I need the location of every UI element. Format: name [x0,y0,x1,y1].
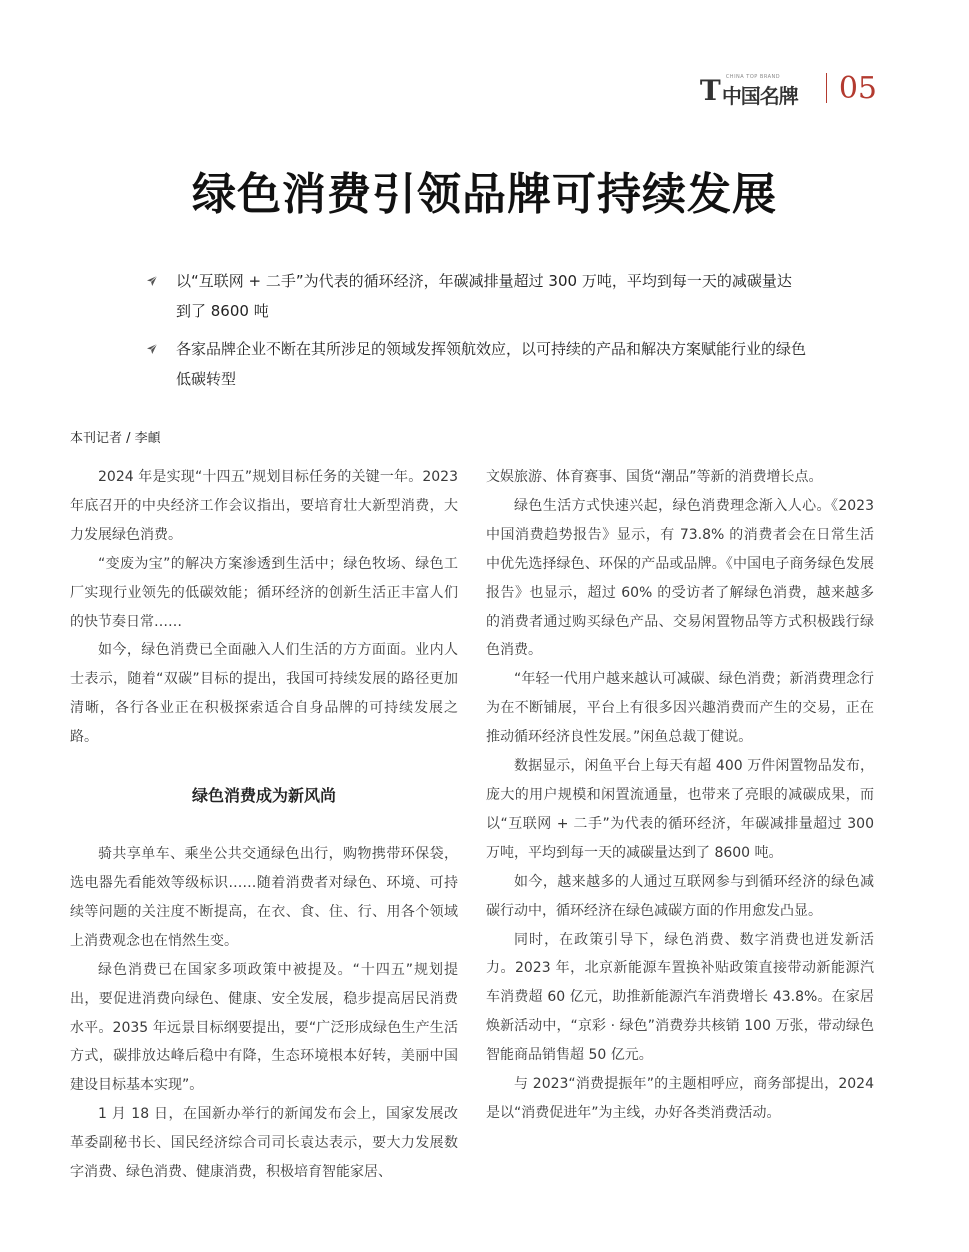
paragraph: 数据显示，闲鱼平台上每天有超 400 万件闲置物品发布，庞大的用户规模和闲置流通量，也带来了亮眼的减碳成果，而以“互联网 + 二手”为代表的循环经济，年碳减排量超过 300 万吨，平均到每一天的减碳量达到了 8600 吨。 [486,758,874,861]
paragraph: 绿色生活方式快速兴起，绿色消费理念渐入人心。《2023 中国消费趋势报告》显示，有 73.8% 的消费者会在日常生活中优先选择绿色、环保的产品或品牌。《中国电子商务绿色发展报告》也显示，超过 60% 的受访者了解绿色消费，越来越多的消费者通过购买绿色产品、交易闲置物品等方式积极践行绿色消费。 [486,497,874,659]
left-column [70,463,458,1187]
paragraph: 2024 年是实现“十四五”规划目标任务的关键一年。2023 年底召开的中央经济工作会议指出，要培育壮大新型消费，大力发展绿色消费。 [70,469,458,543]
paragraph: “变废为宝”的解决方案渗透到生活中；绿色牧场、绿色工厂实现行业领先的低碳效能；循环经济的创新生活正丰富人们的快节奏日常…… [70,555,458,630]
summary-bullet-text: 各家品牌企业不断在其所涉足的领域发挥领航效应，以可持续的产品和解决方案赋能行业的绿色低碳转型 [176,340,807,388]
page-header [700,70,877,106]
paragraph: 同时，在政策引导下，绿色消费、数字消费也迸发新活力。2023 年，北京新能源车置换补贴政策直接带动新能源汽车消费超 60 亿元，助推新能源汽车消费增长 43.8%。在家居焕新活动中，“京彩 · 绿色”消费券共核销 100 万张，带动绿色智能商品销售超 50 亿元。 [486,931,874,1064]
logo-micro-text: CHINA TOP BRAND [725,74,781,80]
logo-text: 中国名牌 [721,84,798,108]
paragraph: 与 2023“消费提振年”的主题相呼应，商务部提出，2024 是以“消费促进年”为主线，办好各类消费活动。 [486,1076,874,1121]
article-title: 绿色消费引领品牌可持续发展 [192,169,777,220]
logo-letter: T [699,74,719,107]
summary-bullet [146,334,806,394]
summary-bullet [146,266,806,326]
magazine-logo [700,70,818,106]
byline: 本刊记者 / 李頔 [70,431,161,446]
paragraph: 文娱旅游、体育赛事、国货“潮品”等新的消费增长点。 [486,469,823,485]
paragraph: 绿色消费已在国家多项政策中被提及。“十四五”规划提出，要促进消费向绿色、健康、安全发展，稳步提高居民消费水平。2035 年远景目标纲要提出，要“广泛形成绿色生产生活方式，碳排放达峰后稳中有降，生态环境根本好转，美丽中国建设目标基本实现”。 [70,961,458,1094]
right-column [486,463,874,1128]
page-number: 05 [838,70,877,106]
paragraph: “年轻一代用户越来越认可减碳、绿色消费；新消费理念行为在不断铺展，平台上有很多因兴趣消费而产生的交易，正在推动循环经济良性发展。”闲鱼总裁丁健说。 [486,671,874,746]
section-heading: 绿色消费成为新风尚 [191,786,336,806]
summary-bullet-text: 以“互联网 + 二手”为代表的循环经济，年碳减排量超过 300 万吨，平均到每一天的减碳量达到了 8600 吨 [176,272,792,320]
paragraph: 1 月 18 日，在国新办举行的新闻发布会上，国家发展改革委副秘书长、国民经济综合司司长袁达表示，要大力发展数字消费、绿色消费、健康消费，积极培育智能家居、 [70,1106,458,1181]
paper-plane-icon [146,266,176,326]
paragraph: 如今，绿色消费已全面融入人们生活的方方面面。业内人士表示，随着“双碳”目标的提出，我国可持续发展的路径更加清晰，各行各业正在积极探索适合自身品牌的可持续发展之路。 [70,642,458,746]
paragraph: 骑共享单车、乘坐公共交通绿色出行，购物携带环保袋，选电器先看能效等级标识……随着消费者对绿色、环境、可持续等问题的关注度不断提高，在衣、食、住、行、用各个领域上消费观念也在悄然生变。 [70,846,458,949]
summary-bullets [146,266,806,402]
paragraph: 如今，越来越多的人通过互联网参与到循环经济的绿色减碳行动中，循环经济在绿色减碳方面的作用愈发凸显。 [486,873,874,919]
paper-plane-icon [146,334,176,394]
header-divider [826,73,827,103]
